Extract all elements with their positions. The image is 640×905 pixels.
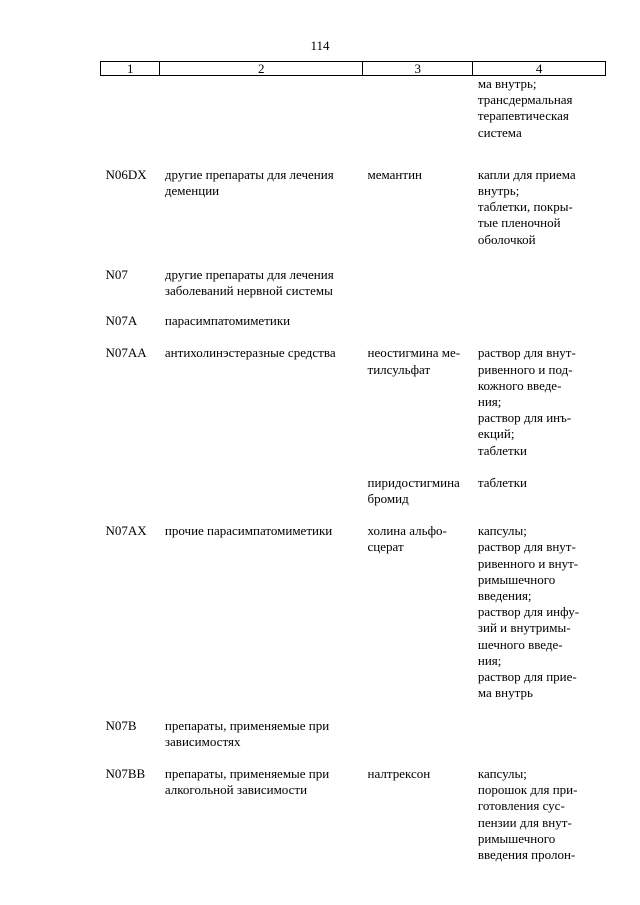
group-cell — [160, 313, 363, 345]
cell-line: раствор для прие- — [477, 669, 577, 685]
cell-line: введения; — [477, 588, 532, 604]
group-cell — [160, 76, 363, 167]
cell-line: капсулы; — [477, 523, 527, 539]
substance-cell — [363, 766, 473, 863]
cell-line: капли для приема — [477, 166, 576, 182]
atc-code-cell — [101, 267, 160, 313]
cell-line: другие препараты для лечения — [164, 266, 334, 282]
group-cell — [160, 718, 363, 766]
atc-code: N07B — [105, 717, 137, 733]
drug-table — [100, 61, 606, 863]
cell-line: пензии для внут- — [477, 814, 572, 830]
atc-code: N06DX — [105, 166, 147, 182]
cell-line: введения пролон- — [477, 846, 576, 862]
table-row — [101, 523, 606, 717]
dosage-forms-cell — [473, 523, 606, 717]
group-cell — [160, 167, 363, 267]
cell-line: капсулы; — [477, 765, 527, 781]
cell-line: таблетки — [477, 474, 527, 490]
dosage-forms-cell — [473, 718, 606, 766]
atc-code-cell — [101, 475, 160, 523]
cell-line: зий и внутримы- — [477, 620, 571, 636]
cell-line: другие препараты для лечения — [164, 166, 334, 182]
group-cell — [160, 345, 363, 474]
substance-cell — [363, 475, 473, 523]
cell-line: сцерат — [367, 539, 404, 555]
cell-line: холина альфо- — [367, 523, 447, 539]
dosage-forms-cell — [473, 267, 606, 313]
atc-code-cell — [101, 345, 160, 474]
atc-code-cell — [101, 76, 160, 167]
cell-line: деменции — [164, 183, 220, 199]
substance-cell — [363, 267, 473, 313]
dosage-forms-cell — [473, 167, 606, 267]
cell-line: антихолинэстеразные средства — [164, 345, 336, 361]
atc-code-cell — [101, 167, 160, 267]
cell-line: система — [477, 124, 522, 140]
cell-line: препараты, применяемые при — [164, 765, 330, 781]
atc-code-cell — [101, 313, 160, 345]
column-header: 2 — [160, 62, 363, 76]
cell-line: таблетки — [477, 442, 527, 458]
cell-line: ния; — [477, 394, 502, 410]
atc-code: N07AX — [105, 523, 147, 539]
cell-line: оболочкой — [477, 231, 536, 247]
cell-line: заболеваний нервной системы — [164, 283, 333, 299]
table-row — [101, 718, 606, 766]
cell-line: налтрексон — [367, 765, 431, 781]
cell-line: парасимпатомиметики — [164, 313, 291, 329]
column-header: 1 — [101, 62, 160, 76]
substance-cell — [363, 76, 473, 167]
cell-line: раствор для внут- — [477, 539, 576, 555]
dosage-forms-cell — [473, 313, 606, 345]
table-body — [101, 76, 606, 864]
cell-line: препараты, применяемые при — [164, 717, 330, 733]
table-header-row — [101, 62, 606, 76]
group-cell — [160, 267, 363, 313]
cell-line: раствор для инфу- — [477, 604, 580, 620]
table-row — [101, 76, 606, 167]
cell-line: бромид — [367, 491, 409, 507]
cell-line: ния; — [477, 652, 502, 668]
cell-line: трансдермальная — [477, 92, 573, 108]
dosage-forms-cell — [473, 475, 606, 523]
group-cell — [160, 766, 363, 863]
table-row — [101, 766, 606, 863]
cell-line: таблетки, покры- — [477, 199, 573, 215]
atc-code: N07AA — [105, 345, 147, 361]
page-number: 114 — [310, 38, 330, 53]
substance-cell — [363, 313, 473, 345]
cell-line: ривенного и внут- — [477, 555, 579, 571]
table-row — [101, 167, 606, 267]
dosage-forms-cell — [473, 76, 606, 167]
dosage-forms-cell — [473, 766, 606, 863]
column-header: 3 — [363, 62, 473, 76]
cell-line: готовления сус- — [477, 798, 565, 814]
cell-line: раствор для внут- — [477, 345, 576, 361]
cell-line: шечного введе- — [477, 636, 563, 652]
cell-line: пиридостигмина — [367, 474, 460, 490]
cell-line: прочие парасимпатомиметики — [164, 523, 333, 539]
cell-line: екций; — [477, 426, 515, 442]
table-row — [101, 475, 606, 523]
cell-line: тые пленочной — [477, 215, 561, 231]
table-row — [101, 345, 606, 474]
group-cell — [160, 475, 363, 523]
cell-line: внутрь; — [477, 183, 520, 199]
atc-code-cell — [101, 766, 160, 863]
dosage-forms-cell — [473, 345, 606, 474]
cell-line: неостигмина ме- — [367, 345, 461, 361]
atc-code: N07 — [105, 266, 128, 282]
cell-line: раствор для инъ- — [477, 410, 572, 426]
atc-code: N07A — [105, 313, 138, 329]
atc-code-cell — [101, 523, 160, 717]
column-header: 4 — [473, 62, 606, 76]
cell-line: ма внутрь; — [477, 76, 537, 91]
table-row — [101, 267, 606, 313]
substance-cell — [363, 345, 473, 474]
cell-line: кожного введе- — [477, 377, 562, 393]
substance-cell — [363, 523, 473, 717]
cell-line: ма внутрь — [477, 685, 533, 701]
substance-cell — [363, 167, 473, 267]
table-row — [101, 313, 606, 345]
cell-line: зависимостях — [164, 733, 241, 749]
cell-line: порошок для при- — [477, 782, 578, 798]
cell-line: римышечного — [477, 571, 556, 587]
cell-line: алкогольной зависимости — [164, 782, 308, 798]
group-cell — [160, 523, 363, 717]
cell-line: тилсульфат — [367, 361, 431, 377]
substance-cell — [363, 718, 473, 766]
cell-line: мемантин — [367, 166, 422, 182]
atc-code: N07BB — [105, 765, 146, 781]
cell-line: терапевтическая — [477, 108, 569, 124]
cell-line: ривенного и под- — [477, 361, 573, 377]
atc-code-cell — [101, 718, 160, 766]
cell-line: римышечного — [477, 830, 556, 846]
